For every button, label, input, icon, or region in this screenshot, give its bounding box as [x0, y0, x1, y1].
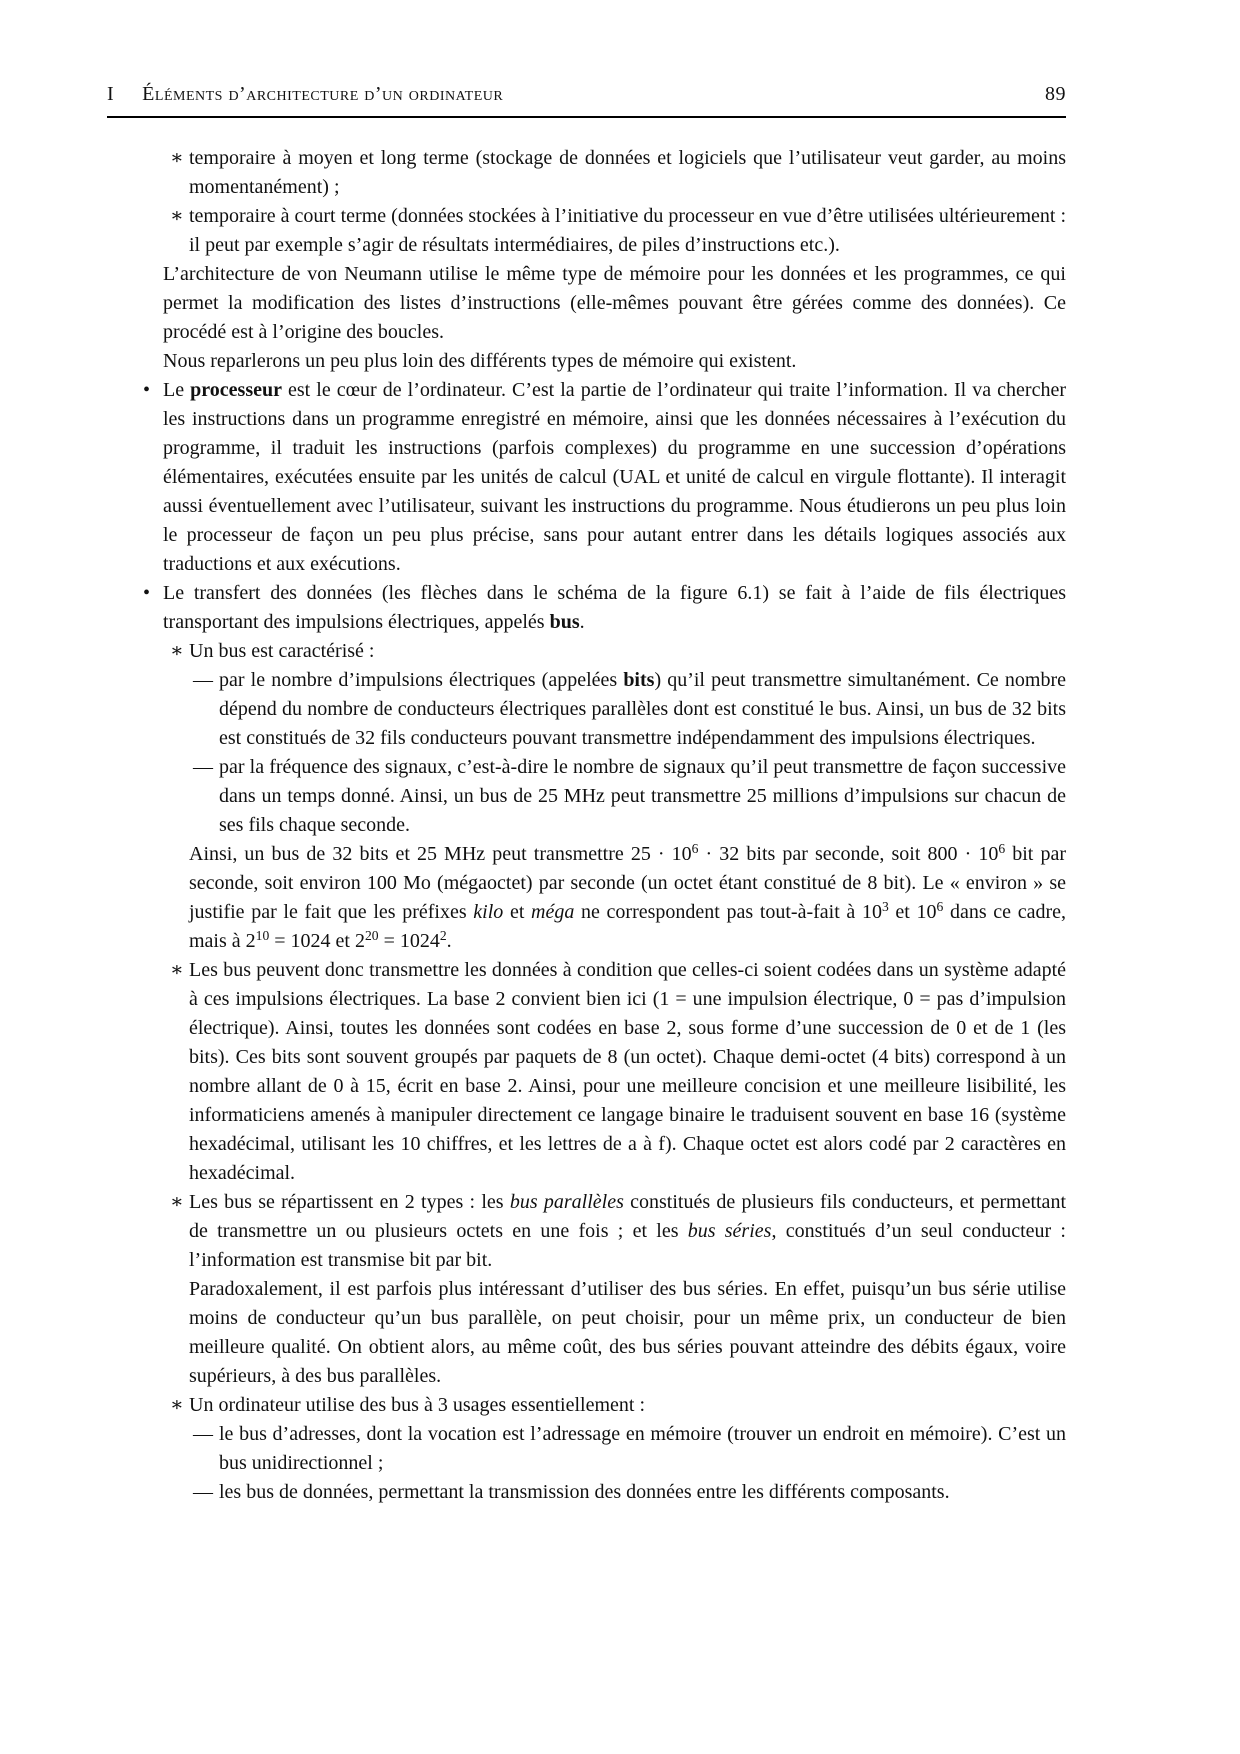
- section-number: I: [107, 83, 115, 105]
- text-run: Ainsi, un bus de 32 bits et 25 MHz peut transmettre 25 · 10: [189, 843, 692, 865]
- list-item: [107, 956, 1066, 1188]
- dash-marker: —: [193, 1481, 213, 1503]
- list-item: [107, 666, 1066, 753]
- text-run: , constitués d’un seul conducteur : l’information est transmise bit par bit.: [189, 1220, 1066, 1271]
- text-run: par le nombre d’impulsions électriques (appelées: [219, 669, 624, 691]
- text-run: Le transfert des données (les flèches dans le schéma de la figure 6.1) se fait à l’aide de fils électriques transportant des impulsions électriques, appelés: [163, 582, 1066, 633]
- text-run: constitués de plusieurs fils conducteurs, et permettant de transmettre un ou plusieurs octets en une fois ; et les: [189, 1191, 1066, 1242]
- dash-marker: —: [193, 1423, 213, 1445]
- text-run: dans ce cadre, mais à 2: [189, 901, 1066, 952]
- text-run: 6: [998, 840, 1006, 856]
- text-run: bus parallèles: [509, 1191, 624, 1213]
- dash-marker: —: [193, 756, 213, 778]
- text-run: L’architecture de von Neumann utilise le même type de mémoire pour les données et les programmes, ce qui permet la modification des listes d’instructions (elle-mêmes pouvant être gérées comme des données). Ce procédé est à l’origine des boucles.: [163, 263, 1066, 343]
- text-run: méga: [531, 901, 575, 923]
- list-item: [107, 1391, 1066, 1420]
- text-run: temporaire à moyen et long terme (stockage de données et logiciels que l’utilisateur veut garder, au moins momentanément) ;: [189, 147, 1066, 198]
- text-run: kilo: [473, 901, 504, 923]
- asterisk-marker: ∗: [170, 147, 184, 169]
- text-run: Les bus se répartissent en 2 types : les: [189, 1191, 510, 1213]
- text-run: Le: [163, 379, 191, 401]
- paragraph: [107, 260, 1066, 347]
- list-item: [107, 1478, 1066, 1507]
- text-run: et: [503, 901, 532, 923]
- text-run: le bus d’adresses, dont la vocation est l’adressage en mémoire (trouver un endroit en mémoire). C’est un bus unidirectionnel ;: [219, 1423, 1066, 1474]
- text-run: bit par seconde, soit environ 100 Mo (mégaoctet) par seconde (un octet étant constitué de 8 bit). Le « environ » se justifie par le fait que les préfixes: [189, 843, 1066, 923]
- text-run: bus séries: [687, 1220, 772, 1242]
- text-run: bus: [549, 611, 580, 633]
- list-item: [107, 579, 1066, 637]
- text-run: par la fréquence des signaux, c’est-à-dire le nombre de signaux qu’il peut transmettre de façon successive dans un temps donné. Ainsi, un bus de 25 MHz peut transmettre 25 millions d’impulsions sur chacun de ses fils chaque seconde.: [219, 756, 1066, 836]
- list-item: [107, 1188, 1066, 1275]
- paragraph: [107, 347, 1066, 376]
- text-run: et 10: [888, 901, 937, 923]
- bullet-marker: •: [143, 379, 151, 401]
- asterisk-marker: ∗: [170, 640, 184, 662]
- text-run: les bus de données, permettant la transmission des données entre les différents composants.: [219, 1481, 950, 1503]
- asterisk-marker: ∗: [170, 959, 184, 981]
- list-item: [107, 202, 1066, 260]
- text-run: · 32 bits par seconde, soit 800 · 10: [698, 843, 999, 865]
- text-run: ne correspondent pas tout-à-fait à 10: [574, 901, 882, 923]
- list-item: [107, 753, 1066, 840]
- list-item: [107, 376, 1066, 579]
- text-run: = 1024: [378, 930, 440, 952]
- text-run: = 1024 et 2: [269, 930, 365, 952]
- paragraph: [107, 840, 1066, 956]
- dash-marker: —: [193, 669, 213, 691]
- text-run: ) qu’il peut transmettre simultanément. Ce nombre dépend du nombre de conducteurs électriques parallèles dont est constitué le bus. Ainsi, un bus de 32 bits est constitués de 32 fils conducteurs pouvant transmettre indépendamment des impulsions électriques.: [219, 669, 1066, 749]
- text-run: .: [446, 930, 452, 952]
- text-run: temporaire à court terme (données stockées à l’initiative du processeur en vue d’être utilisées ultérieurement : il peut par exemple s’agir de résultats intermédiaires, de piles d’instructions etc.).: [189, 205, 1066, 256]
- asterisk-marker: ∗: [170, 1191, 184, 1213]
- text-run: Les bus peuvent donc transmettre les données à condition que celles-ci soient codées dans un système adapté à ces impulsions électriques. La base 2 convient bien ici (1 = une impulsion électrique, 0 = pas d’impulsion électrique). Ainsi, toutes les données sont codées en base 2, sous forme d’une succession de 0 et de 1 (les bits). Ces bits sont souvent groupés par paquets de 8 (un octet). Chaque demi-octet (4 bits) correspond à un nombre allant de 0 à 15, écrit en base 2. Ainsi, pour une meilleure concision et une meilleure lisibilité, les informaticiens amenés à manipuler directement ce langage binaire le traduisent souvent en base 16 (système hexadécimal, utilisant les 10 chiffres, et les lettres de a à f). Chaque octet est alors codé par 2 caractères en hexadécimal.: [189, 959, 1066, 1184]
- text-run: 10: [255, 927, 270, 943]
- list-item: [107, 144, 1066, 202]
- paragraph: [107, 1275, 1066, 1391]
- bullet-marker: •: [143, 582, 151, 604]
- text-run: 6: [936, 898, 944, 914]
- asterisk-marker: ∗: [170, 1394, 184, 1416]
- asterisk-marker: ∗: [170, 205, 184, 227]
- text-run: Paradoxalement, il est parfois plus intéressant d’utiliser des bus séries. En effet, puisqu’un bus série utilise moins de conducteur qu’un bus parallèle, on peut choisir, pour un même prix, un conducteur de bien meilleure qualité. On obtient alors, au même coût, des bus séries pouvant atteindre des débits égaux, voire supérieurs, à des bus parallèles.: [189, 1278, 1066, 1387]
- text-run: processeur: [190, 379, 282, 401]
- list-item: [107, 637, 1066, 666]
- text-run: Nous reparlerons un peu plus loin des différents types de mémoire qui existent.: [163, 350, 797, 372]
- text-run: bits: [623, 669, 655, 691]
- text-run: 2: [439, 927, 447, 943]
- running-head: [107, 80, 503, 109]
- list-item: [107, 1420, 1066, 1478]
- text-run: Un bus est caractérisé :: [189, 640, 375, 662]
- text-run: 6: [691, 840, 699, 856]
- text-run: Un ordinateur utilise des bus à 3 usages essentiellement :: [189, 1394, 646, 1416]
- document-body: [107, 144, 1066, 1507]
- page-number: 89: [1045, 83, 1066, 105]
- text-run: 20: [364, 927, 379, 943]
- text-run: est le cœur de l’ordinateur. C’est la partie de l’ordinateur qui traite l’information. Il va chercher les instructions dans un programme enregistré en mémoire, ainsi que les données nécessaires à l’exécution du programme, il traduit les instructions (parfois complexes) du programme en une succession d’opérations élémentaires, exécutées ensuite par les unités de calcul (UAL et unité de calcul en virgule flottante). Il interagit aussi éventuellement avec l’utilisateur, suivant les instructions du programme. Nous étudierons un peu plus loin le processeur de façon un peu plus précise, sans pour autant entrer dans les détails logiques associés aux traductions et aux exécutions.: [163, 379, 1066, 575]
- text-run: 3: [881, 898, 889, 914]
- page-header: [107, 80, 1066, 118]
- section-title: Éléments d’architecture d’un ordinateur: [142, 83, 504, 105]
- text-run: .: [579, 611, 585, 633]
